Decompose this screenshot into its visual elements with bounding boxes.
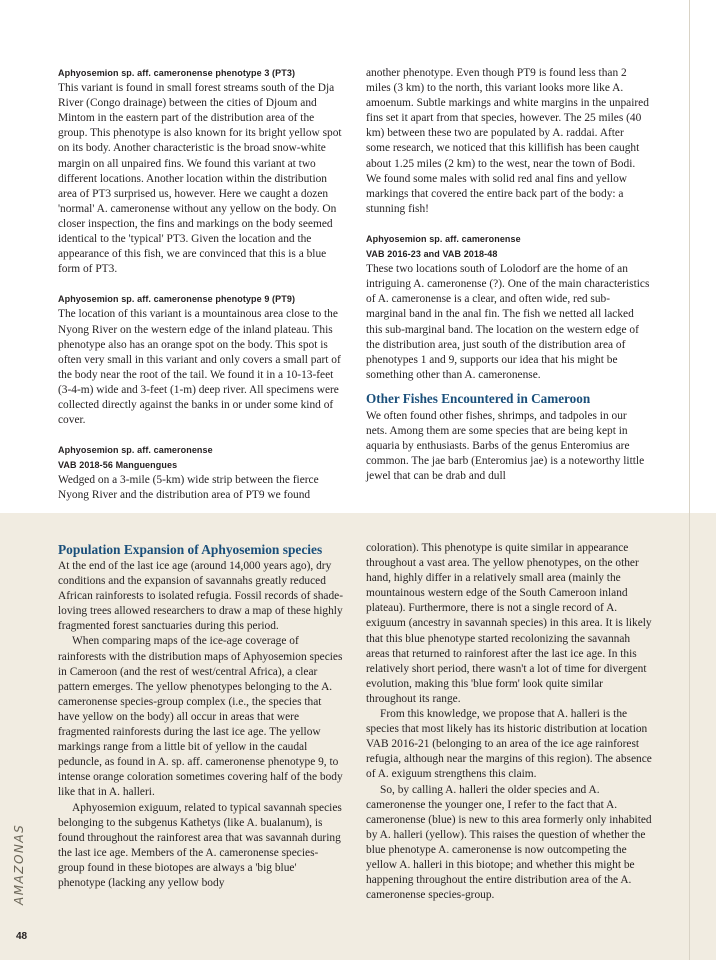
sidebar-paragraph-3: Aphyosemion exiguum, related to typical savannah species belonging to the subgenus Kathetys (like A. bualanum), is found throughout the rainforest area that was savannah during the last ice age. Members of the A. cameronense species-group found in these biotopes are always a 'big blue' phenotype (lacking any yellow body (58, 801, 342, 889)
page-number: 48 (16, 931, 28, 942)
continued-paragraph: another phenotype. Even though PT9 is found less than 2 miles (3 km) to the north, this variant looks more like A. amoenum. Subtle markings and white margins in the unpaired fins set it apart from that species, however. The 25 miles (40 km) between these two are populated by A. raddai. After some research, we noticed that this killifish has been caught about 1.25 miles (2 km) to the west, near the town of Bodi. We found some males with solid red anal fins and yellow markings that covered the entire back part of the body: a stunning fish! (366, 67, 649, 215)
pt9-heading: Aphyosemion sp. aff. cameronense phenotype 9 (PT9) (58, 294, 296, 305)
pt3-heading: Aphyosemion sp. aff. cameronense phenotype 3 (PT3) (58, 68, 296, 78)
sidebar-title: Population Expansion of Aphyosemion species (58, 542, 323, 557)
pt3-paragraph: This variant is found in small forest streams south of the Dja River (Congo drainage) between the cities of Djoum and Mintom in the eastern part of the distribution area of the group. This phenotype is also known for its bright yellow spot on its body. Another characteristic is the broad snow-white margin on all unpaired fins. We found this variant at two different locations. Another location within the distribution area of PT3 surprised us, however. Here we caught a dozen 'normal' A. cameronense without any yellow on the body. On closer inspection, the fins and markings on the body seemed identical to the 'typical' PT3. Given the location and the appearance of this fish, we are convinced that this is a blue form of PT3. (58, 82, 342, 276)
vab23-heading-species: Aphyosemion sp. aff. cameronense (366, 233, 521, 244)
left-column-top (58, 66, 342, 504)
vab23-heading-location: VAB 2016-23 and VAB 2018-48 (366, 249, 498, 260)
right-margin-rule (689, 0, 690, 960)
sidebar-left-column (58, 541, 344, 891)
vab56-heading-species: Aphyosemion sp. aff. cameronense (58, 445, 213, 456)
sidebar-paragraph-4: coloration). This phenotype is quite similar in appearance throughout a vast area. The yellow phenotypes, on the other hand, highly differ in a relatively small area (mainly the mountainous western edge of the South Cameroon inland plateau). Furthermore, there is not a single record of A. exiguum (ancestry in savannah species) in this area. It is likely that this blue phenotype started recolonizing the savannah areas that returned to rainforest after the last ice age. In this relatively short period, there wasn't a lot of time for divergent evolution, making this 'blue form' look quite similar throughout its range. (366, 542, 652, 705)
vab56-paragraph: Wedged on a 3-mile (5-km) wide strip between the fierce Nyong River and the distribution area of PT9 we found (58, 474, 319, 502)
other-fishes-title: Other Fishes Encountered in Cameroon (366, 390, 591, 406)
sidebar-right-column (366, 541, 652, 903)
sidebar-paragraph-2: When comparing maps of the ice-age coverage of rainforests with the distribution maps of Aphyosemion species in Cameroon (and the rest of west/central Africa), a clear pattern emerges. The yellow phenotypes belonging to the A. cameronense species-group complex (i.e., the species that have yellow on the body) all occur in areas that were fragmented rainforests during the last ice age. The yellow markings range from a little bit of yellow in the caudal peduncle, as found in A. sp. aff. cameronense phenotype 9, to intense orange coloration sometimes covering half of the body like that in A. halleri. (58, 635, 343, 799)
vab56-heading-location: VAB 2018-56 Manguengues (58, 460, 178, 471)
right-column-top (366, 66, 650, 484)
vab23-paragraph: These two locations south of Lolodorf are the home of an intriguing A. cameronense (?). One of the main characteristics of A. cameronense is a clear, and often wide, red sub-marginal band in the anal fin. The fish we netted all lacked this sub-marginal band. The location on the western edge of the distribution area, just south of the distribution area of phenotypes 1 and 9, supports our idea that his might be something other than A. cameronense. (366, 263, 650, 381)
magazine-brand: AMAZONAS (12, 823, 26, 905)
other-fishes-paragraph: We often found other fishes, shrimps, and tadpoles in our nets. Among them are some species that are being kept in aquaria by enthusiasts. Barbs of the genus Enteromius are common. The jae barb (Enteromius jae) is a noteworthy little jewel that can be drab and dull (366, 409, 645, 483)
sidebar-paragraph-6: So, by calling A. halleri the older species and A. cameronense the younger one, I refer to the fact that A. cameronense (blue) is new to this area formerly only inhabited by A. halleri (yellow). This raises the question of whether the blue phenotype A. cameronense is now outcompeting the yellow A. halleri in this biotope; and whether this might be happening throughout the entire distribution area of the A. cameronense species-group. (366, 783, 652, 902)
sidebar-paragraph-5: From this knowledge, we propose that A. halleri is the species that most likely has its historic distribution at location VAB 2016-21 (belonging to an area of the ice age rainforest refugia, although near the margins of this region). The absence of A. exiguum strengthens this claim. (366, 708, 652, 781)
sidebar-paragraph-1: At the end of the last ice age (around 14,000 years ago), dry conditions and the expansion of savannahs greatly reduced African rainforests to isolated refugia. Fossil records of shade-loving trees allowed researchers to draw a map of these highly fragmented forest sanctuaries during this period. (58, 560, 343, 633)
pt9-paragraph: The location of this variant is a mountainous area close to the Nyong River on the western edge of the inland plateau. This phenotype also has an orange spot on the body. This spot is often very small in this variant and only covers a small part of the body near the root of the tail. We found it in a 10-13-feet (3-4-m) wide and 3-feet (1-m) deep river. All specimens were collected directly against the banks in or under some kind of cover. (58, 308, 341, 427)
